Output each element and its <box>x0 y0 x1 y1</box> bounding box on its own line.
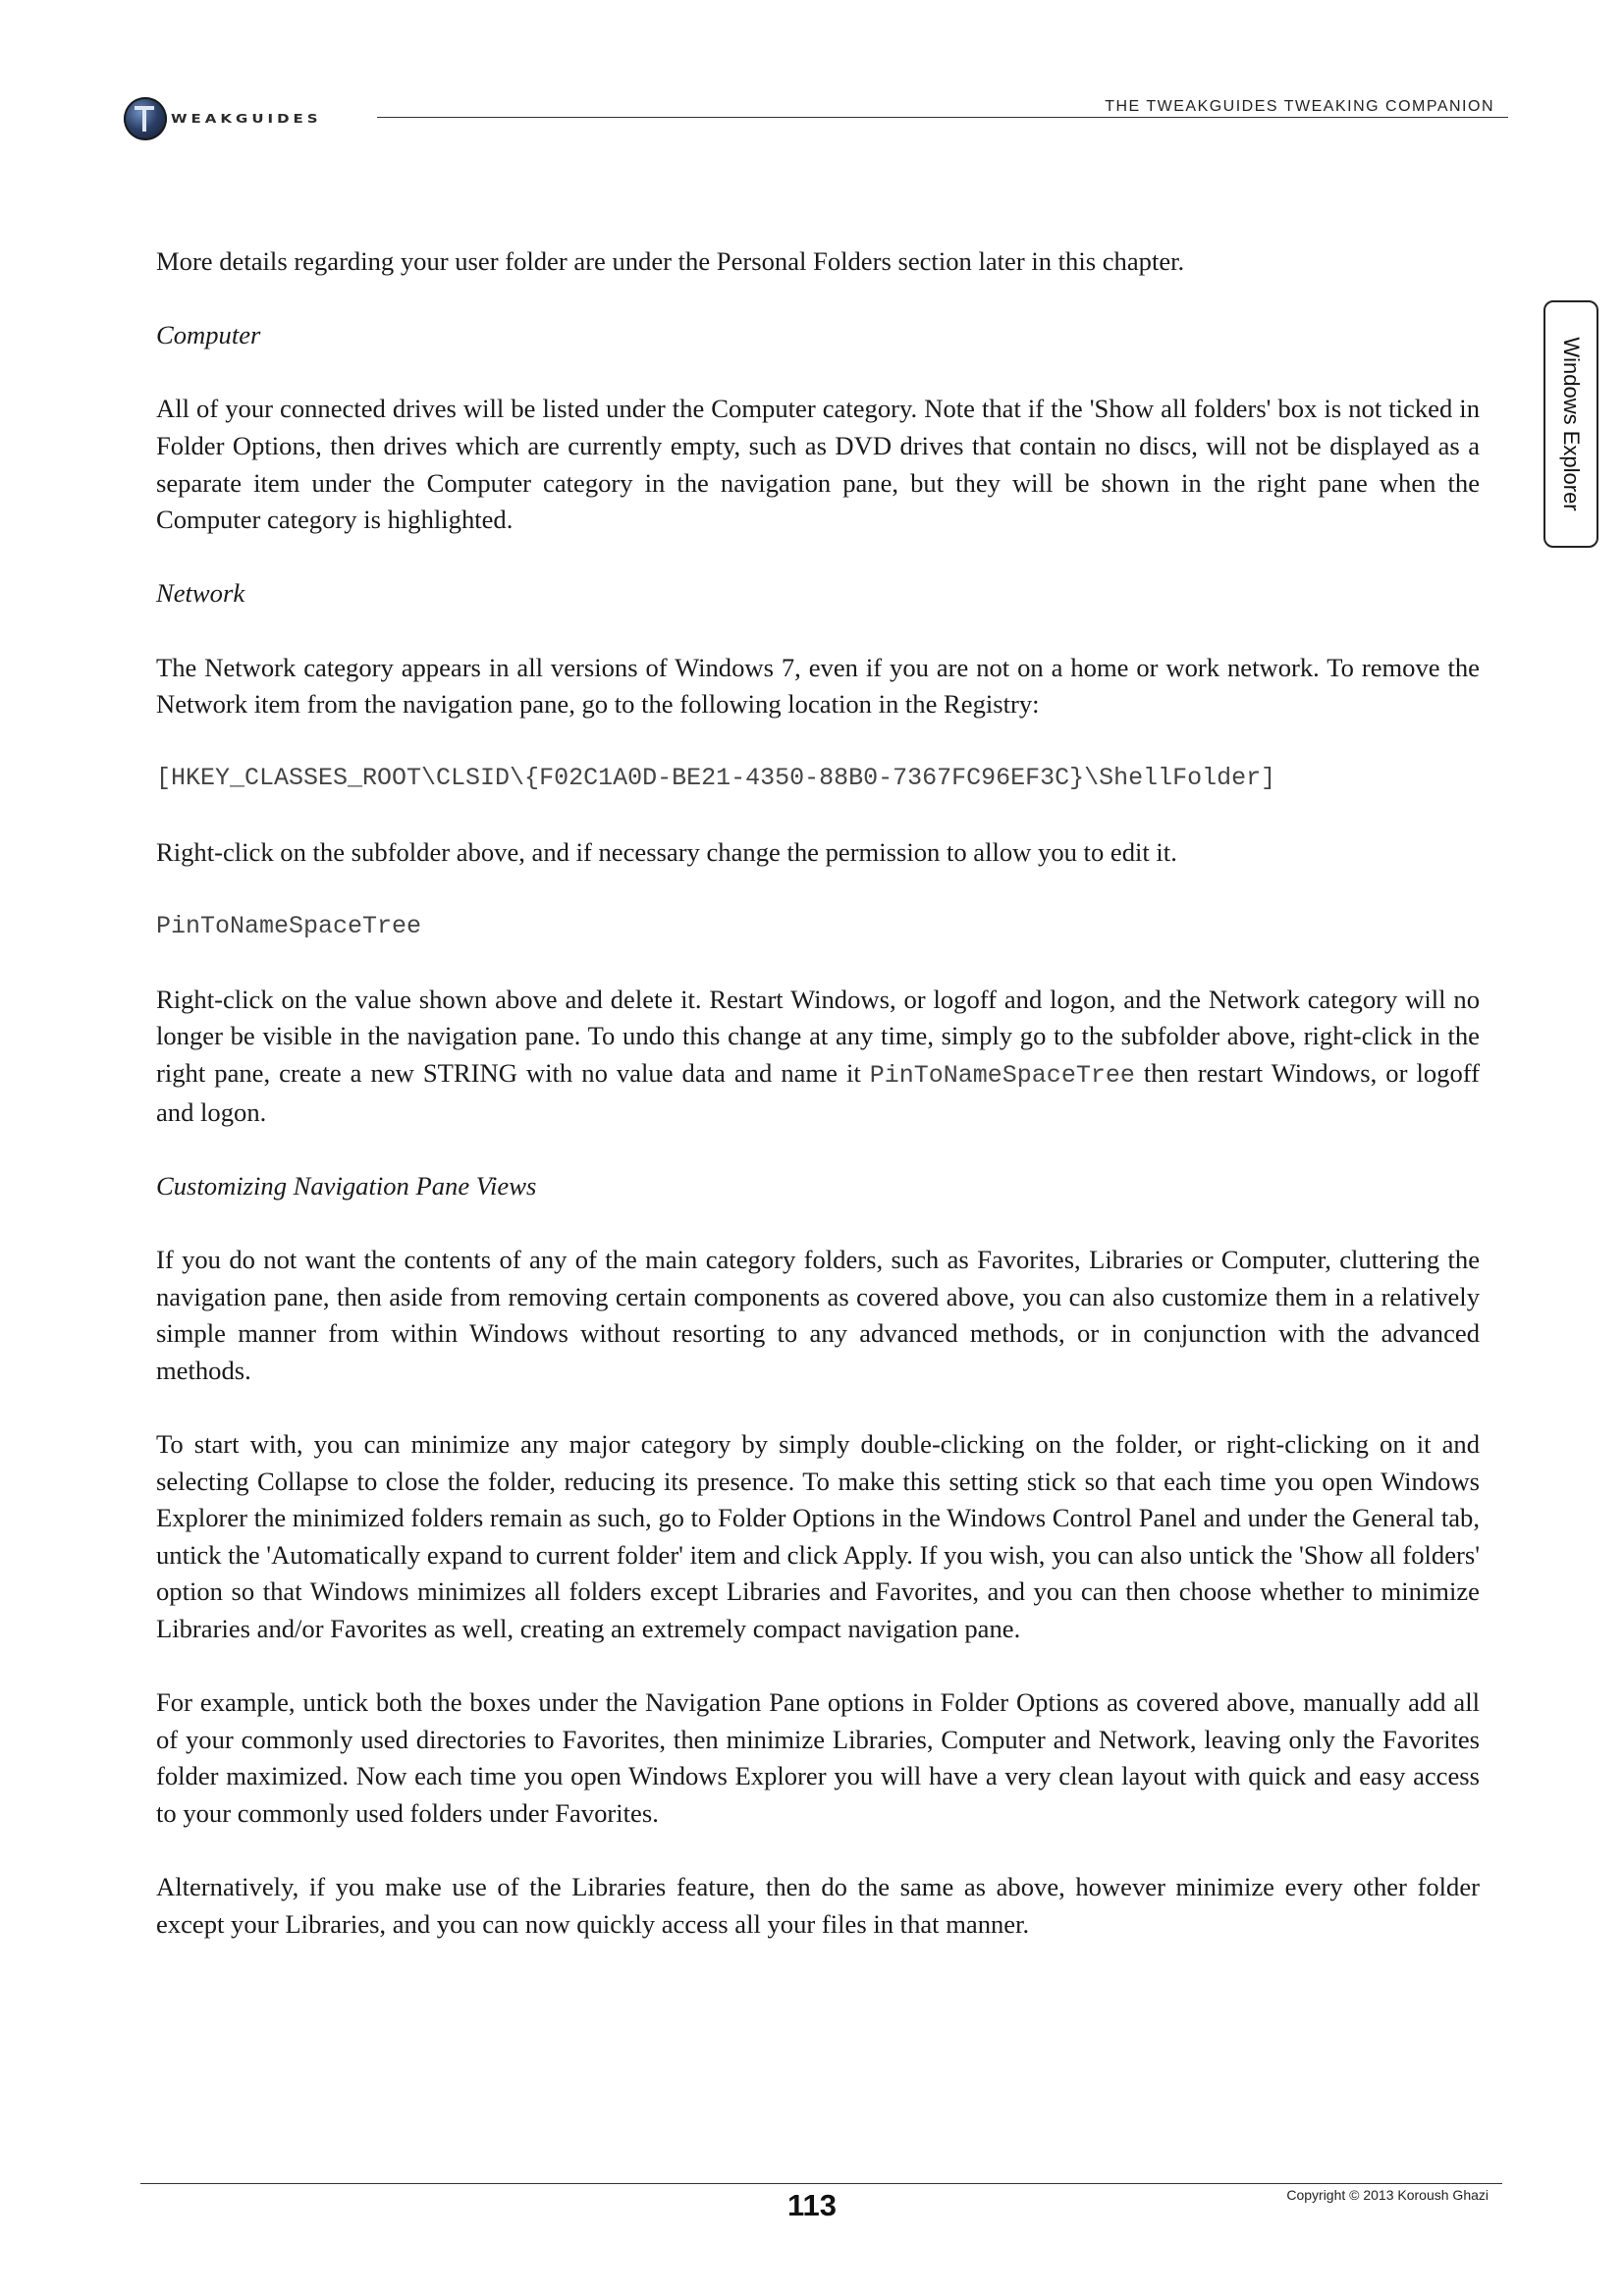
paragraph: To start with, you can minimize any major category by simply double-clicking on the folder, or right-clicking on it and selecting Collapse to close the folder, reducing its presence. To make this setting stick so that each time you open Windows Explorer the minimized folders remain as such, go to Folder Options in the Windows Control Panel and under the General tab, untick the 'Automatically expand to current folder' item and click Apply. If you wish, you can also untick the 'Show all folders' option so that Windows minimizes all folders except Libraries and Favorites, and you can then choose whether to minimize Libraries and/or Favorites as well, creating an extremely compact navigation pane. <box>156 1429 1480 1643</box>
logo-globe-icon <box>124 97 167 140</box>
paragraph: The Network category appears in all versions of Windows 7, even if you are not on a home or work network. To remove the Network item from the navigation pane, go to the following location in the Registry: <box>156 652 1480 720</box>
chapter-side-tab <box>1543 300 1598 548</box>
page-body <box>156 243 1480 1943</box>
copyright-notice: Copyright © 2013 Koroush Ghazi <box>1286 2187 1489 2203</box>
logo-text: WEAKGUIDES <box>171 111 322 127</box>
paragraph: Alternatively, if you make use of the Libraries feature, then do the same as above, however minimize every other folder except your Libraries, and you can now quickly access all your files in that manner. <box>156 1872 1480 1939</box>
section-heading-network: Network <box>156 578 245 609</box>
paragraph: Right-click on the subfolder above, and if necessary change the permission to allow you to edit it. <box>156 836 1177 867</box>
paragraph: More details regarding your user folder are under the Personal Folders section later in this chapter. <box>156 246 1185 276</box>
paragraph: If you do not want the contents of any of the main category folders, such as Favorites, Libraries or Computer, cluttering the navigation pane, then aside from removing certain components as covered above, you can also customize them in a relatively simple manner from within Windows without resorting to any advanced methods, or in conjunction with the advanced methods. <box>156 1245 1480 1385</box>
registry-value-name: PinToNameSpaceTree <box>156 911 422 940</box>
section-heading-customizing: Customizing Navigation Pane Views <box>156 1170 537 1201</box>
page-header <box>0 0 1624 147</box>
paragraph: For example, untick both the boxes under the Navigation Pane options in Folder Options as covered above, manually add all of your commonly used directories to Favorites, then minimize Libraries, Computer and Network, leaving only the Favorites folder maximized. Now each time you open Windows Explorer you will have a very clean layout with quick and easy access to your commonly used folders under Favorites. <box>156 1687 1480 1828</box>
paragraph-text: then restart Windows, or logoff and logon. <box>156 1058 1480 1127</box>
footer-rule <box>140 2183 1502 2184</box>
registry-path: [HKEY_CLASSES_ROOT\CLSID\{F02C1A0D-BE21-4350-88B0-7367FC96EF3C}\ShellFolder] <box>156 764 1276 793</box>
header-rule <box>377 117 1508 118</box>
header-title: THE TWEAKGUIDES TWEAKING COMPANION <box>1105 98 1494 115</box>
paragraph <box>156 982 1480 1131</box>
inline-code: PinToNameSpaceTree <box>869 1061 1135 1091</box>
page-number: 113 <box>786 2188 837 2222</box>
chapter-side-tab-label: Windows Explorer <box>1559 337 1584 511</box>
section-heading-computer: Computer <box>156 320 261 350</box>
paragraph: All of your connected drives will be listed under the Computer category. Note that if the 'Show all folders' box is not ticked in Folder Options, then drives which are currently empty, such as DVD drives that contain no discs, will not be displayed as a separate item under the Computer category in the navigation pane, but they will be shown in the right pane when the Computer category is highlighted. <box>156 394 1480 535</box>
tweakguides-logo <box>124 94 359 143</box>
paragraph-text: Right-click on the value shown above and delete it. Restart Windows, or logoff and logon, and the Network category will no longer be visible in the navigation pane. To undo this change at any time, simply go to the subfolder above, right-click in the right pane, create a new STRING with no value data and name it <box>156 984 1480 1089</box>
